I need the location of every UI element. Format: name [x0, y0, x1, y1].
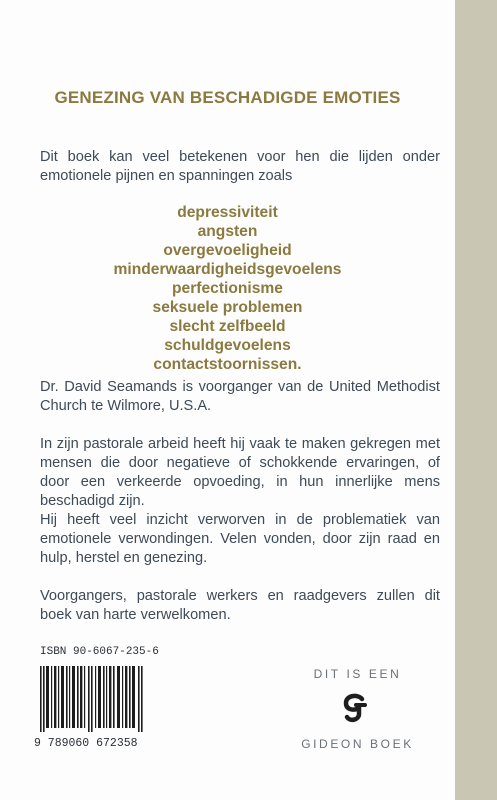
list-item: minderwaardigheidsgevoelens	[113, 261, 342, 278]
barcode-number: 9 789060 672358	[34, 737, 138, 750]
list-item: angsten	[197, 223, 258, 240]
list-item: overgevoeligheid	[163, 242, 292, 259]
list-item: perfectionisme	[172, 280, 283, 297]
closing-text: Voorgangers, pastorale werkers en raadgevers zullen dit boek van harte verwelkomen.	[40, 588, 440, 623]
list-item: seksuele problemen	[152, 299, 303, 316]
cover-title: GENEZING VAN BESCHADIGDE EMOTIES	[54, 88, 401, 107]
body-paragraph-1: In zijn pastorale arbeid heeft hij vaak te maken gekregen met mensen die door negatieve of schokkende ervaringen, of door een verkeerde opvoeding, in hun innerlijke mens beschadigd zijn.	[40, 436, 440, 509]
publisher-line-1: DIT IS EEN	[313, 667, 402, 681]
barcode-icon	[40, 666, 144, 732]
book-spine	[455, 0, 497, 800]
list-item: slecht zelfbeeld	[169, 318, 286, 335]
list-item: schuldgevoelens	[164, 337, 291, 354]
author-text: Dr. David Seamands is voorganger van de United Methodist Church te Wilmore, U.S.A.	[40, 379, 440, 414]
list-item: contactstoornissen.	[153, 356, 302, 373]
list-item: depressiviteit	[177, 204, 278, 221]
gideon-logo-icon	[341, 693, 369, 725]
publisher-line-2: GIDEON BOEK	[301, 737, 414, 751]
intro-text: Dit boek kan veel betekenen voor hen die lijden onder emotionele pijnen en spanningen zoals	[40, 149, 440, 184]
isbn-text: ISBN 90-6067-235-6	[40, 646, 159, 658]
symptom-list	[0, 203, 455, 374]
body-paragraph-2: Hij heeft veel inzicht verworven in de problematiek van emotionele verwondingen. Velen vonden, door zijn raad en hulp, herstel en genezing.	[40, 512, 440, 566]
